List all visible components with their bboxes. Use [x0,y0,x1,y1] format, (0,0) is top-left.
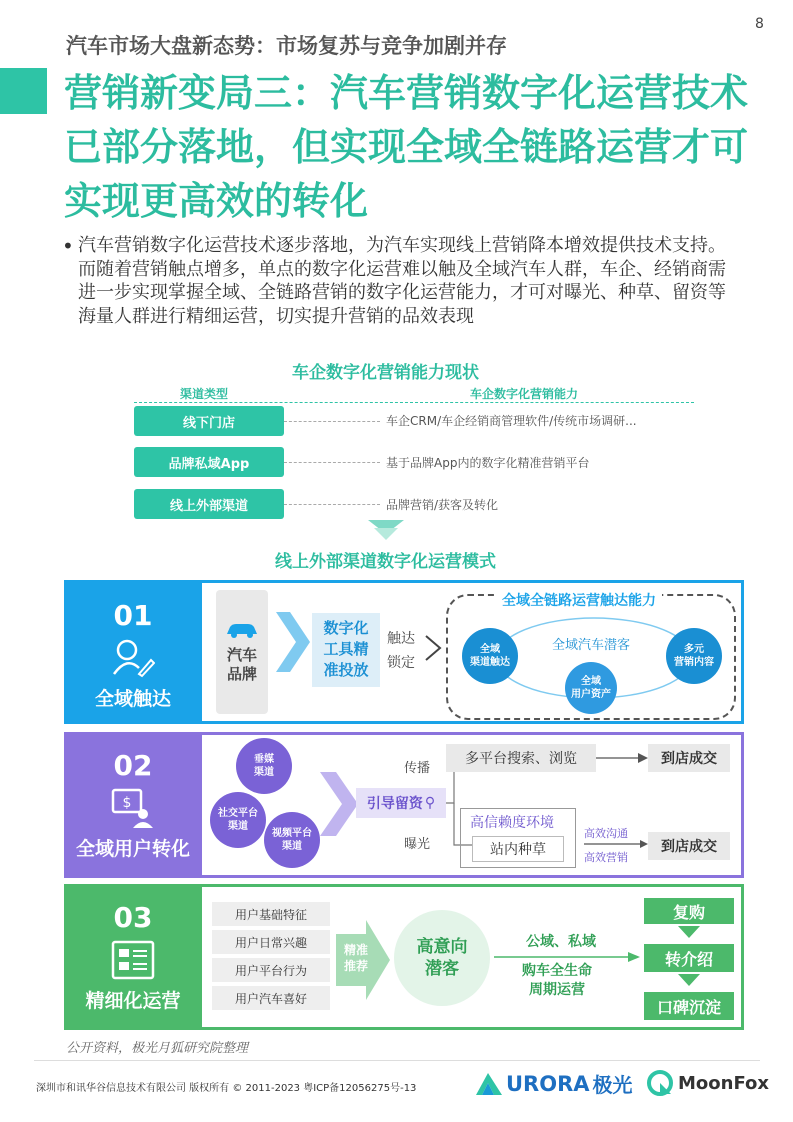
panel-label: 精细化运营 [85,990,181,1012]
copyright-text: 深圳市和讯华谷信息技术有限公司 版权所有 © 2011-2023 粤ICP备12056275号-13 [36,1083,417,1094]
moonfox-logo [646,1070,769,1096]
page-title: 营销新变局三：汽车营销数字化运营技术已部分落地，但实现全域全链路运营才可实现更高效的转化 [64,71,749,223]
panel-label: 全域触达 [94,688,171,710]
capability-brand-app: 基于品牌App内的数字化精准营销平台 [386,456,590,470]
brand-box [216,590,268,714]
circle-social-platform: 社交平台 渠道 [210,792,266,848]
circle-video-platform: 视频平台 渠道 [264,812,320,868]
step-repurchase: 复购 [644,898,734,924]
down-arrow-icon [678,974,700,986]
channel-offline-store: 线下门店 [134,406,284,436]
col-head-capability: 车企数字化营销能力 [470,387,579,401]
brand-label: 汽车 品牌 [226,646,257,683]
page-number: 8 [755,16,764,32]
arrow-right-icon [494,952,640,962]
lead-capture-box [356,788,446,818]
circle-marketing-content: 多元 营销内容 [666,628,722,684]
header-divider [134,402,694,403]
step-reputation: 口碑沉淀 [644,992,734,1020]
spread-label: 传播 [404,761,431,776]
key-icon: ⚲ [424,795,436,811]
car-icon [224,620,260,640]
digital-tool-box: 数字化 工具精 准投放 [312,613,380,687]
circle-channel-reach: 全域 渠道触达 [462,628,518,684]
step-referral: 转介绍 [644,944,734,972]
panel-number: 01 [113,599,153,632]
exposure-label: 曝光 [404,837,431,852]
down-chevron-icon [368,520,404,542]
reach-lock-label: 触达 锁定 [387,631,415,671]
attr-platform-behavior: 用户平台行为 [212,958,330,982]
omni-reach-title: 全域全链路运营触达能力 [496,590,662,610]
right-arrow-icon [276,612,312,672]
bullet-dot: • [62,234,74,258]
panel-number: 03 [113,901,153,934]
aurora-logo-mark [474,1071,504,1097]
public-private-label: 公域、私域 [526,934,596,950]
circle-vertical-media: 垂媒 渠道 [236,738,292,794]
efficient-comm-label: 高效沟通 [584,827,628,840]
circle-user-assets: 全域 用户资产 [565,662,617,714]
section-subtitle: 汽车市场大盘新态势：市场复苏与竞争加剧并存 [66,34,507,58]
lifecycle-label: 购车全生命 周期运营 [522,963,592,998]
accent-bar [0,68,47,114]
panel-reach-sidebar [64,580,202,724]
connector-line [284,421,380,422]
panel-conversion-sidebar [64,732,202,878]
attr-car-preference: 用户汽车喜好 [212,986,330,1010]
aurora-logo [474,1069,633,1098]
connector-line [284,462,380,463]
moonfox-wordmark: MoonFox [678,1072,770,1094]
moonfox-logo-mark [646,1070,674,1096]
monitor-user-icon [111,788,155,828]
search-browse-box: 多平台搜索、浏览 [446,744,596,772]
lead-capture-label: 引导留资 [366,796,423,812]
body-paragraph: 汽车营销数字化运营技术逐步落地，为汽车实现线上营销降本增效提供技术支持。而随着营销触点增多，单点的数字化运营难以触及全域汽车人群，车企、经销商需进一步实现掌握全域、全链路营销的数字化运营能力，才可对曝光、种草、留资等海量人群进行精细运营，切实提升营销的品效表现 [78,235,726,327]
right-arrow-icon [320,772,360,836]
panel-refined-sidebar [64,884,202,1030]
aurora-wordmark: URORA [506,1071,590,1096]
attr-basic-features: 用户基础特征 [212,902,330,926]
arrow-right-icon [596,752,648,764]
panel-label: 全域用户转化 [75,838,190,860]
chevron-right-icon [422,634,444,662]
down-arrow-icon [678,926,700,938]
efficient-marketing-label: 高效营销 [584,851,628,864]
attr-daily-interests: 用户日常兴趣 [212,930,330,954]
user-edit-icon [111,638,155,678]
capability-title: 车企数字化营销能力现状 [292,363,479,383]
capability-offline: 车企CRM/车企经销商管理软件/传统市场调研... [386,414,637,428]
precise-recommend-label: 精准 推荐 [344,943,369,973]
arrow-right-icon [584,840,648,848]
channel-external-online: 线上外部渠道 [134,489,284,519]
dashboard-icon [111,940,155,980]
trust-env-label: 高信赖度环境 [470,815,554,831]
store-deal-box-2: 到店成交 [648,832,730,860]
source-note: 公开资料，极光月狐研究院整理 [66,1041,249,1056]
footer-divider [34,1060,760,1061]
col-head-channel: 渠道类型 [180,387,229,401]
seeding-box: 站内种草 [472,836,564,862]
high-intent-circle: 高意向 潜客 [394,910,490,1006]
mode-title: 线上外部渠道数字化运营模式 [275,552,496,572]
panel-number: 02 [113,749,153,782]
svg-text:$: $ [122,795,132,811]
center-label: 全域汽车潜客 [552,638,631,653]
capability-external: 品牌营销/获客及转化 [386,498,499,512]
channel-brand-app: 品牌私域App [134,447,284,477]
connector-line [284,504,380,505]
store-deal-box-1: 到店成交 [648,744,730,772]
aurora-cn-wordmark: 极光 [592,1073,633,1097]
